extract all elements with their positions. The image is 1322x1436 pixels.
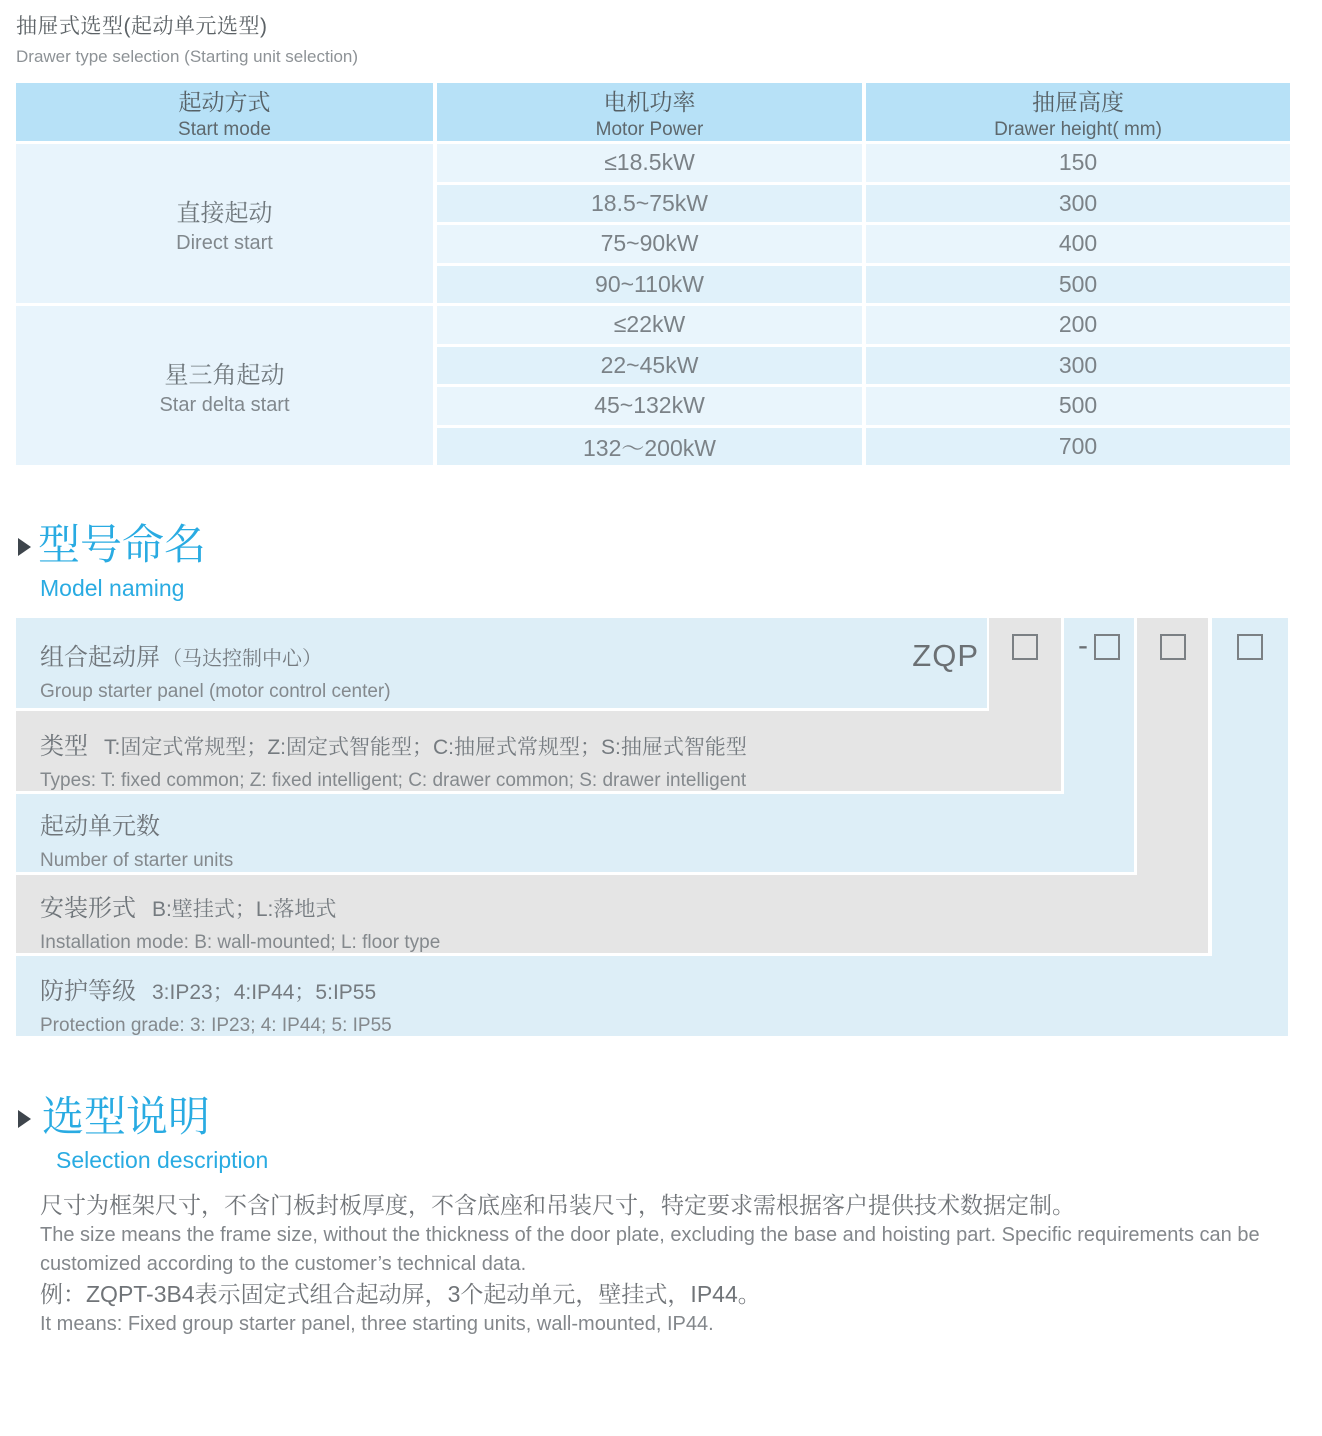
row-detail-cn: 3:IP23；4:IP44；5:IP55 [152, 981, 377, 1004]
row-label-cn: 安装形式 [40, 895, 136, 922]
start-mode-cell-star-delta [16, 306, 433, 465]
power-cell: ≤22kW [437, 306, 862, 344]
star-delta-start-en: Star delta start [159, 393, 290, 416]
code-box-icon [1094, 634, 1120, 660]
height-cell: 300 [866, 185, 1290, 223]
height-cell: 150 [866, 144, 1290, 182]
header-motor-power-cn: 电机功率 [603, 88, 696, 115]
description-line: 例：ZQPT-3B4表示固定式组合起动屏，3个起动单元，壁挂式，IP44。 [40, 1281, 761, 1307]
power-cell: 22~45kW [437, 347, 862, 385]
header-start-mode-cn: 起动方式 [178, 88, 271, 115]
model-row-installation-mode [16, 875, 1208, 953]
row-detail-cn: B:壁挂式；L:落地式 [152, 898, 337, 921]
header-drawer-height-en: Drawer height( mm) [994, 118, 1162, 140]
model-code-column-installation [1137, 618, 1208, 953]
row-detail-cn: T:固定式常规型；Z:固定式智能型；C:抽屉式常规型；S:抽屉式智能型 [104, 736, 747, 759]
table-header-motor-power [437, 83, 862, 141]
page-title-en: Drawer type selection (Starting unit selection) [16, 47, 359, 66]
page-title [16, 10, 358, 67]
section-model-naming-heading [16, 522, 206, 602]
model-code-column-protection [1212, 618, 1288, 1036]
section-title-en: Model naming [40, 575, 185, 602]
height-cell: 500 [866, 387, 1290, 425]
model-row-types [16, 711, 1061, 791]
table-header-start-mode [16, 83, 433, 141]
direct-start-en: Direct start [176, 231, 273, 254]
section-selection-description-heading [16, 1094, 268, 1174]
description-line: 尺寸为框架尺寸，不含门板封板厚度，不含底座和吊装尺寸，特定要求需根据客户提供技术数据定制。 [40, 1192, 1075, 1218]
power-cell: ≤18.5kW [437, 144, 862, 182]
code-box-icon [1160, 634, 1186, 660]
power-cell: 18.5~75kW [437, 185, 862, 223]
selection-description-text [40, 1190, 1290, 1339]
code-dash: - [1078, 629, 1088, 662]
page-title-cn: 抽屉式选型(起动单元选型) [16, 15, 268, 38]
model-row-group-starter-panel [16, 618, 987, 708]
direct-start-cn: 直接起动 [176, 199, 273, 227]
row-label-cn: 类型 [40, 733, 88, 760]
code-box-icon [1237, 634, 1263, 660]
row-label-en: Number of starter units [40, 850, 234, 871]
model-code-column-type [989, 618, 1061, 791]
header-motor-power-en: Motor Power [595, 118, 704, 140]
start-mode-cell-direct [16, 144, 433, 303]
header-start-mode-en: Start mode [178, 118, 271, 140]
star-delta-start-cn: 星三角起动 [164, 361, 285, 389]
height-cell: 400 [866, 225, 1290, 263]
description-line: The size means the frame size, without the thickness of the door plate, excluding the base and hoisting part. Specific requirements can be [40, 1224, 1260, 1246]
section-title-en: Selection description [56, 1147, 269, 1174]
header-drawer-height-cn: 抽屉高度 [1032, 88, 1124, 115]
height-cell: 500 [866, 266, 1290, 304]
row-label-en: Installation mode: B: wall-mounted; L: floor type [40, 932, 441, 953]
description-line: It means: Fixed group starter panel, three starting units, wall-mounted, IP44. [40, 1313, 714, 1335]
row-label-cn: 防护等级 [40, 978, 136, 1005]
model-code-prefix: ZQP [912, 638, 979, 673]
row-detail-cn: （马达控制中心） [162, 648, 322, 670]
drawer-selection-table [16, 83, 1290, 465]
section-title-cn: 型号命名 [38, 521, 207, 568]
height-cell: 700 [866, 428, 1290, 466]
power-cell: 132～200kW [437, 428, 862, 466]
power-cell: 90~110kW [437, 266, 862, 304]
model-row-protection-grade [16, 956, 1288, 1036]
section-title-cn: 选型说明 [42, 1093, 211, 1140]
code-box-icon [1012, 634, 1038, 660]
model-code-column-units [1064, 618, 1134, 872]
row-label-en: Protection grade: 3: IP23; 4: IP44; 5: IP55 [40, 1015, 392, 1036]
description-line: customized according to the customer’s technical data. [40, 1253, 527, 1275]
power-cell: 45~132kW [437, 387, 862, 425]
power-cell: 75~90kW [437, 225, 862, 263]
section-marker-icon [18, 1110, 31, 1128]
row-label-en: Types: T: fixed common; Z: fixed intelligent; C: drawer common; S: drawer intelligent [40, 770, 747, 791]
height-cell: 200 [866, 306, 1290, 344]
row-label-cn: 组合起动屏 [40, 644, 160, 671]
row-label-cn: 起动单元数 [40, 813, 160, 840]
height-cell: 300 [866, 347, 1290, 385]
model-naming-diagram [16, 618, 1290, 1036]
section-marker-icon [18, 538, 31, 556]
model-row-starter-units [16, 794, 1134, 872]
table-header-drawer-height [866, 83, 1290, 141]
row-label-en: Group starter panel (motor control center) [40, 681, 391, 702]
